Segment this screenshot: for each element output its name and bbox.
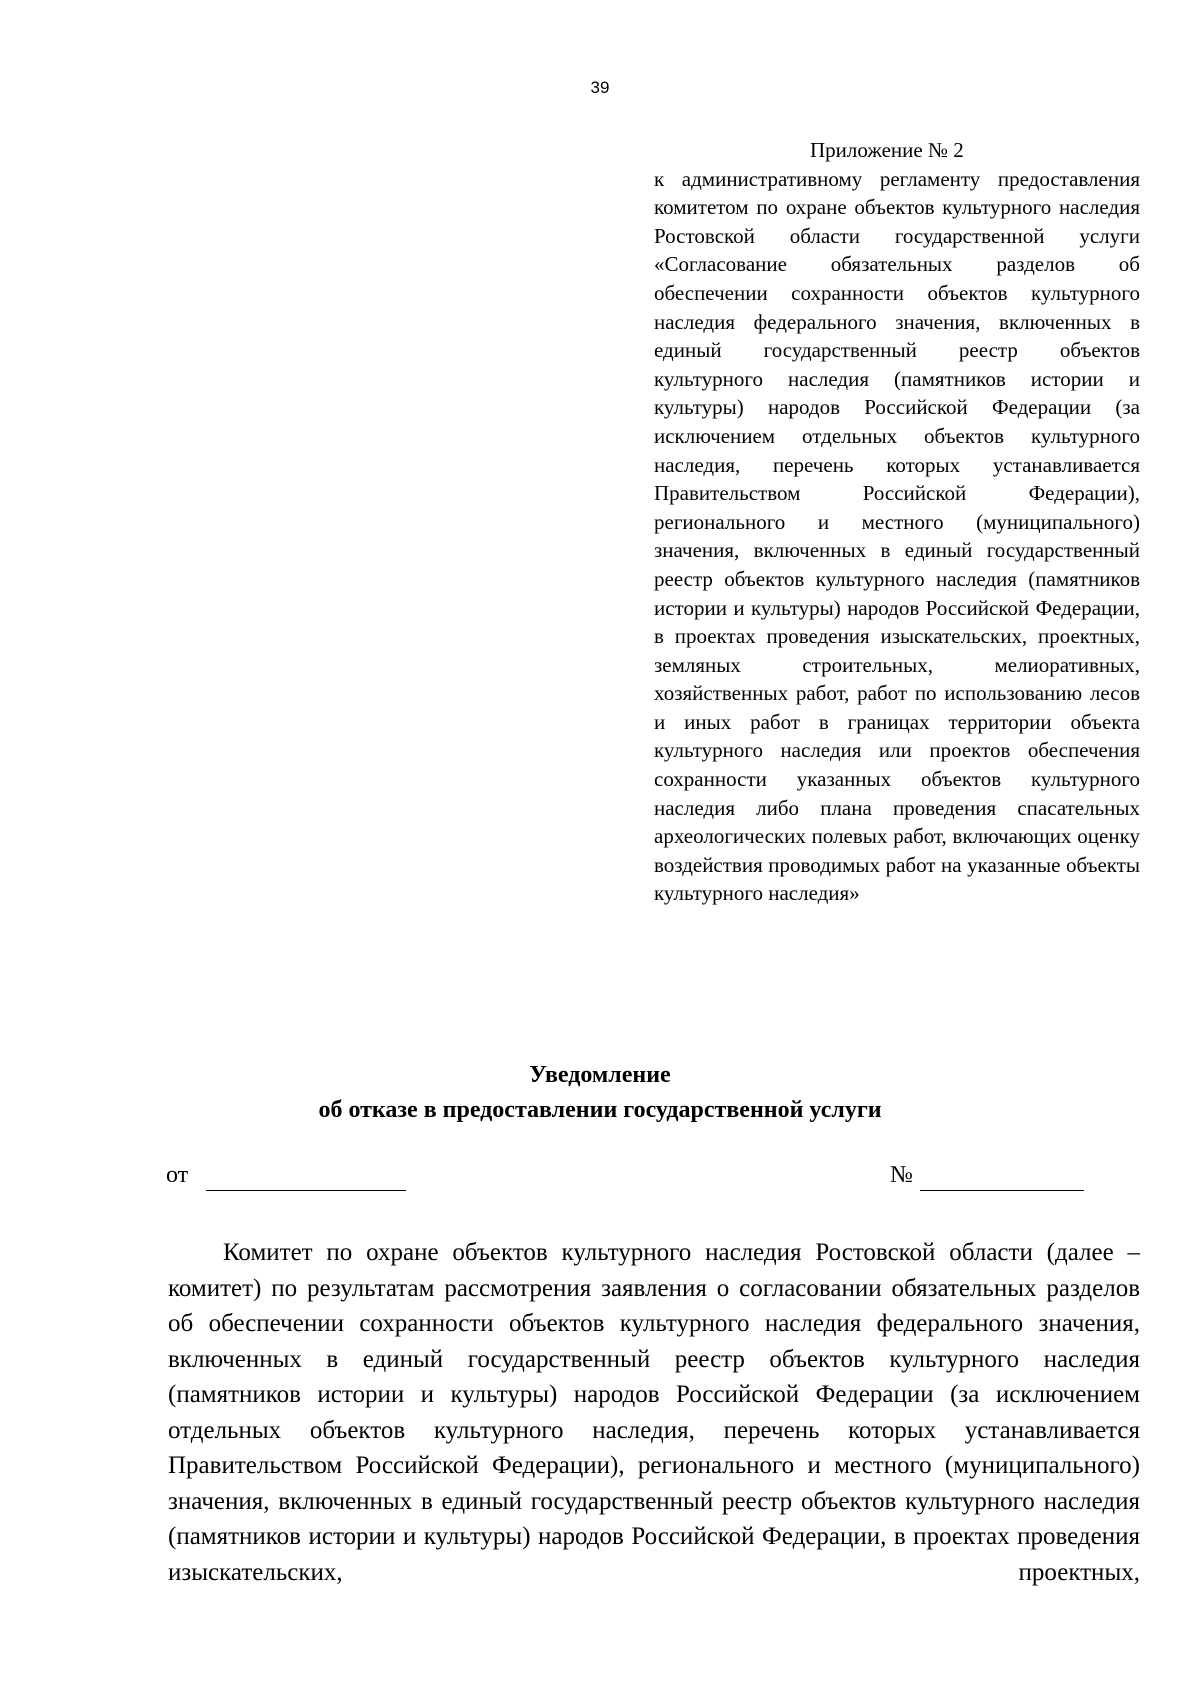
date-blank-field (206, 1190, 406, 1191)
page-number: 39 (590, 78, 610, 97)
appendix-text: к административному регламенту предоставления комитетом по охране объектов культурного наследия Ростовской области государственной услуги «Согласование обязательных разделов об обеспечении сохранности объектов культурного наследия федерального значения, включенных в единый государственный реестр объектов культурного наследия (памятников истории и культуры) народов Российской Федерации (за исключением отдельных объектов культурного наследия, перечень которых устанавливается Правительством Российской Федерации), регионального и местного (муниципального) значения, включенных в единый государственный реестр объектов культурного наследия (памятников истории и культуры) народов Российской Федерации, в проектах проведения изыскательских, проектных, земляных строительных, мелиоративных, хозяйственных работ, работ по использованию лесов и иных работ в границах территории объекта культурного наследия или проектов обеспечения сохранности указанных объектов культурного наследия либо плана проведения спасательных археологических полевых работ, включающих оценку воздействия проводимых работ на указанные объекты культурного наследия» (654, 166, 1140, 906)
body-paragraph: Комитет по охране объектов культурного наследия Ростовской области (далее – комитет) по результатам рассмотрения заявления о согласовании обязательных разделов об обеспечении сохранности объектов культурного наследия федерального значения, включенных в единый государственный реестр объектов культурного наследия (памятников истории и культуры) народов Российской Федерации (за исключением отдельных объектов культурного наследия, перечень которых устанавливается Правительством Российской Федерации), регионального и местного (муниципального) значения, включенных в единый государственный реестр объектов культурного наследия (памятников истории и культуры) народов Российской Федерации, в проектах проведения изыскательских, проектных, (168, 1239, 1140, 1586)
number-blank-field (920, 1190, 1084, 1191)
date-number-line (166, 1162, 1086, 1202)
notice-title-line-1: Уведомление (529, 1062, 671, 1088)
notice-title (0, 1058, 1200, 1128)
appendix-title: Приложение № 2 (810, 138, 964, 162)
number-label: № (890, 1162, 913, 1188)
appendix-header (654, 136, 1140, 908)
notice-title-line-2: об отказе в предоставлении государственной услуги (318, 1097, 882, 1123)
from-label: от (166, 1162, 189, 1188)
